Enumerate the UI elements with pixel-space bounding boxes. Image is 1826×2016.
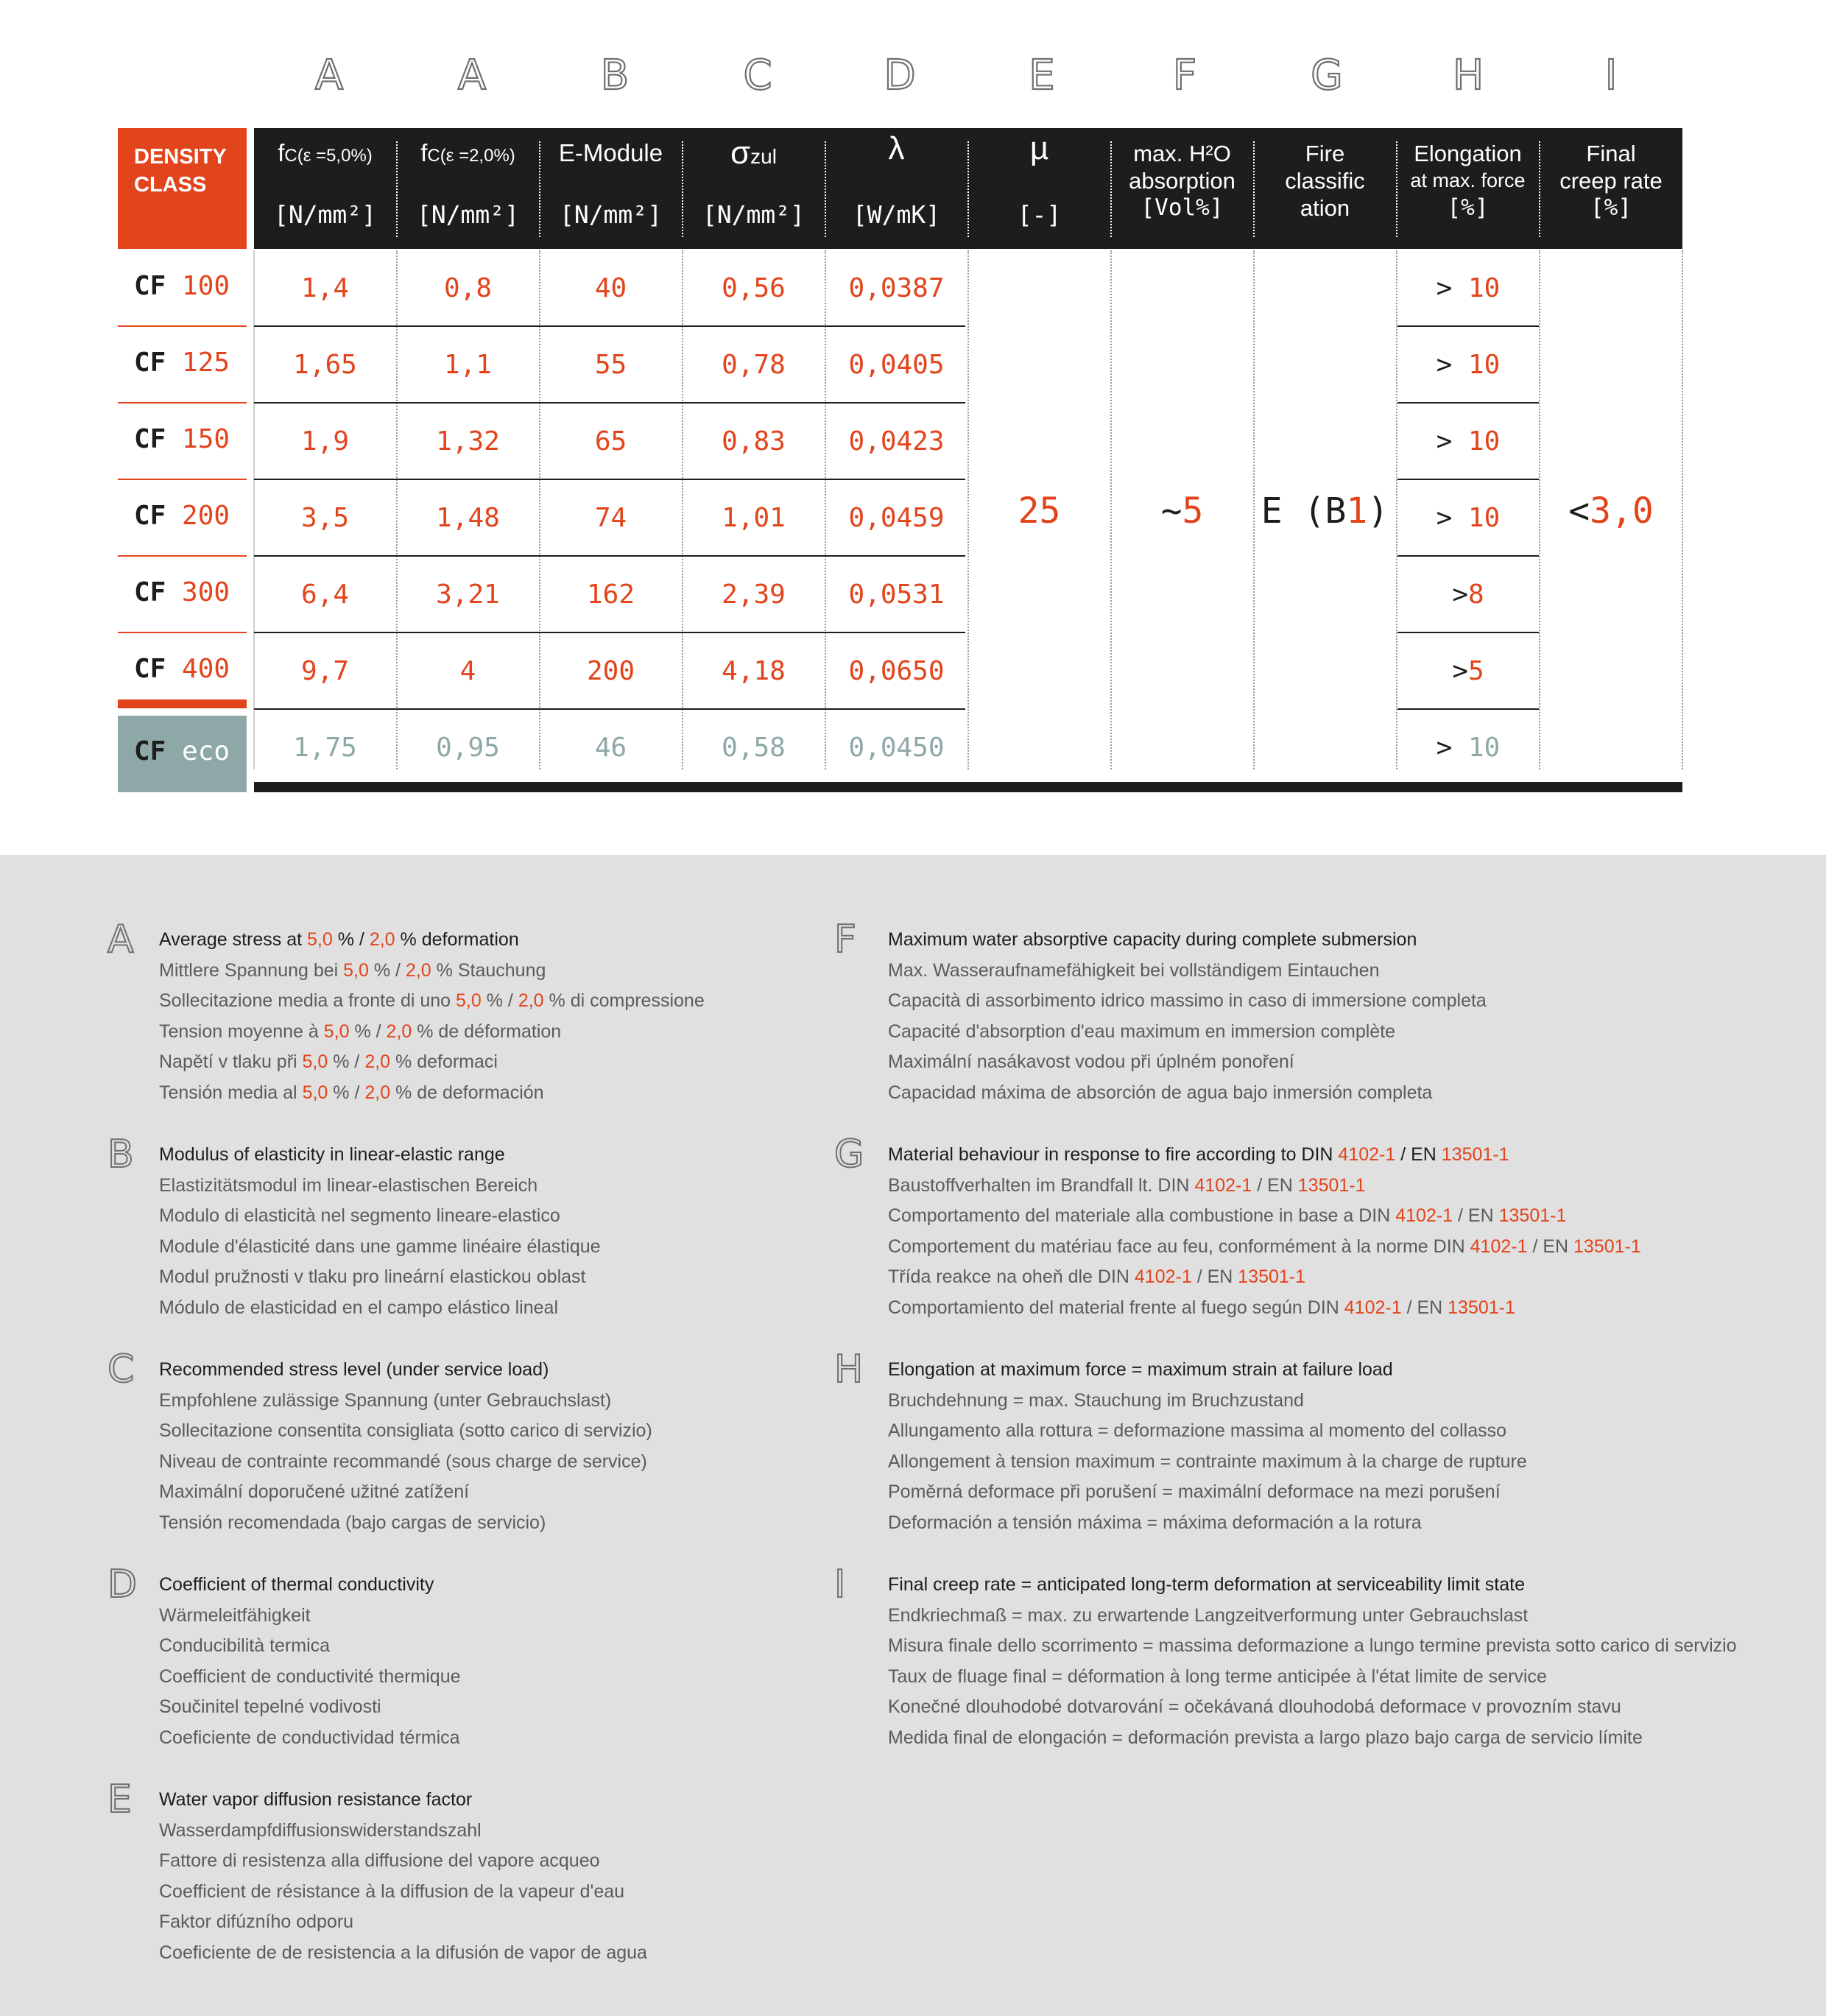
cell-fc2: 1,1: [443, 350, 493, 380]
legend-block-e: [159, 1785, 647, 1969]
legend-line: Tensión recomendada (bajo cargas de servicio): [159, 1512, 546, 1533]
legend-block-g: [888, 1140, 1641, 1324]
table-bottom-bar: [254, 782, 1682, 792]
cell-sigma-eco: 0,58: [722, 733, 786, 763]
header-fire-l1: Fire: [1305, 141, 1345, 166]
header-fc2-unit: [N/mm²]: [416, 200, 520, 229]
legend-block-h: [888, 1355, 1527, 1539]
cell-fc2: 0,8: [443, 273, 493, 303]
header-emodule: [540, 128, 682, 249]
legend-line: Sollecitazione consentita consigliata (sotto carico di servizio): [159, 1420, 652, 1442]
cell-lambda-eco: 0,0450: [848, 733, 945, 763]
cell-sigma: 1,01: [722, 503, 786, 533]
cell-elongation: >8: [1452, 579, 1484, 610]
legend-line: Coeficiente de conductividad térmica: [159, 1727, 460, 1748]
legend-line: Mittlere Spannung bei 5,0 % / 2,0 % Stauchung: [159, 959, 546, 981]
cell-creep-value: <3,0: [1568, 490, 1654, 532]
legend-line: Misura finale dello scorrimento = massima deformazione a lungo termine prevista sotto carico di servizio: [888, 1635, 1737, 1657]
legend-line: Napětí v tlaku při 5,0 % / 2,0 % deformaci: [159, 1051, 498, 1073]
legend-letter-c: C: [107, 1347, 135, 1392]
header-elong-l1: Elongation: [1414, 141, 1522, 166]
legend-line: Maximální nasákavost vodou při úplném ponoření: [888, 1051, 1294, 1073]
cell-fc5: 3,5: [300, 503, 350, 533]
legend-line: Taux de fluage final = déformation à long terme anticipée à l'état limite de service: [888, 1666, 1547, 1687]
legend-block-c: [159, 1355, 652, 1539]
header-fc2: [397, 128, 539, 249]
legend-line: Tension moyenne à 5,0 % / 2,0 % de déformation: [159, 1021, 562, 1042]
header-mu-label: µ: [1029, 130, 1049, 166]
header-lambda-label: λ: [888, 130, 905, 166]
header-elong-l2: at max. force: [1410, 169, 1526, 191]
legend-line: Poměrná deformace při porušení = maximální deformace na mezi porušení: [888, 1481, 1501, 1503]
header-sigma: [683, 128, 825, 249]
column-letter: G: [1311, 52, 1343, 99]
legend-line: Comportamiento del material frente al fuego según DIN 4102-1 / EN 13501-1: [888, 1297, 1515, 1318]
column-letter: I: [1604, 52, 1618, 99]
cell-fc2: 1,32: [436, 426, 500, 457]
legend-block-i: [888, 1570, 1737, 1754]
legend-line: Bruchdehnung = max. Stauchung im Bruchzustand: [888, 1389, 1304, 1411]
legend-line: Třída reakce na oheň dle DIN 4102-1 / EN 13501-1: [888, 1266, 1306, 1288]
cell-fc5: 1,4: [300, 273, 350, 303]
legend-line: Fattore di resistenza alla diffusione del vapore acqueo: [159, 1850, 600, 1872]
legend-line: Average stress at 5,0 % / 2,0 % deformation: [159, 929, 519, 950]
cell-elongation-eco: > 10: [1436, 733, 1501, 763]
cell-lambda: 0,0405: [848, 350, 945, 380]
header-emodule-label: E-Module: [558, 139, 663, 166]
cell-lambda: 0,0650: [848, 656, 945, 686]
cell-elongation: > 10: [1436, 426, 1501, 457]
cell-water-value: ~5: [1160, 490, 1204, 532]
header-fc5-unit: [N/mm²]: [273, 200, 377, 229]
legend-line: Conducibilità termica: [159, 1635, 331, 1657]
header-sigma-label: σ: [730, 135, 751, 171]
header-fc5-label: f: [278, 139, 285, 166]
cell-emod-eco: 46: [594, 733, 627, 763]
legend-letter-g: G: [834, 1132, 864, 1177]
legend-line: Faktor difúzního odporu: [159, 1911, 354, 1933]
legend-line: Coefficient of thermal conductivity: [159, 1574, 434, 1595]
legend-line: Elongation at maximum force = maximum strain at failure load: [888, 1359, 1393, 1380]
legend-line: Součinitel tepelné vodivosti: [159, 1696, 381, 1718]
legend-block-a: [159, 925, 705, 1109]
legend-line: Tensión media al 5,0 % / 2,0 % de deformación: [159, 1082, 544, 1103]
header-creep: [1540, 128, 1682, 249]
row-label-cf100: CF 100: [134, 271, 230, 301]
header-creep-unit: [%]: [1590, 194, 1632, 221]
cell-elongation: >5: [1452, 656, 1484, 686]
legend-letter-e: E: [107, 1777, 132, 1822]
row-label-cf125: CF 125: [134, 348, 230, 378]
cell-elongation: > 10: [1436, 273, 1501, 303]
density-class-label-1: DENSITY: [134, 145, 227, 169]
cell-lambda: 0,0387: [848, 273, 945, 303]
header-water-l2: absorption: [1129, 168, 1235, 194]
legend-line: Modul pružnosti v tlaku pro lineární elastickou oblast: [159, 1266, 586, 1288]
header-sigma-unit: [N/mm²]: [702, 200, 806, 229]
legend-line: Capacité d'absorption d'eau maximum en immersion complète: [888, 1021, 1396, 1042]
header-water: [1111, 128, 1253, 249]
legend-line: Coeficiente de de resistencia a la difusión de vapor de agua: [159, 1942, 647, 1963]
legend-letter-i: I: [834, 1562, 846, 1607]
legend-line: Max. Wasseraufnamefähigkeit bei vollständigem Eintauchen: [888, 959, 1380, 981]
legend-line: Niveau de contrainte recommandé (sous charge de service): [159, 1451, 647, 1472]
column-letter: B: [600, 52, 630, 99]
cell-sigma: 0,83: [722, 426, 786, 457]
row-label-cf200: CF 200: [134, 501, 230, 531]
legend-line: Modulo di elasticità nel segmento lineare-elastico: [159, 1205, 560, 1227]
header-fc2-label: f: [420, 139, 428, 166]
cell-fc5: 6,4: [300, 579, 350, 610]
legend-line: Module d'élasticité dans une gamme linéaire élastique: [159, 1236, 601, 1257]
cell-fc2: 3,21: [436, 579, 500, 610]
row-label-cf150: CF 150: [134, 424, 230, 454]
header-fire: [1254, 128, 1396, 249]
eco-separator: [118, 699, 247, 708]
density-class-header: [118, 128, 247, 249]
cell-elongation: > 10: [1436, 350, 1501, 380]
header-mu: [968, 128, 1110, 249]
header-lambda: [825, 128, 967, 249]
cell-lambda: 0,0423: [848, 426, 945, 457]
cell-fc2: 1,48: [436, 503, 500, 533]
legend-line: Recommended stress level (under service load): [159, 1359, 549, 1380]
legend-line: Final creep rate = anticipated long-term deformation at serviceability limit state: [888, 1574, 1525, 1595]
legend-line: Sollecitazione media a fronte di uno 5,0 % / 2,0 % di compressione: [159, 990, 705, 1012]
legend-letter-a: A: [107, 917, 134, 962]
legend-line: Material behaviour in response to fire according to DIN 4102-1 / EN 13501-1: [888, 1144, 1509, 1165]
legend-line: Allongement à tension maximum = contrainte maximum à la charge de rupture: [888, 1451, 1527, 1472]
legend-line: Comportamento del materiale alla combustione in base a DIN 4102-1 / EN 13501-1: [888, 1205, 1567, 1227]
legend-letter-b: B: [107, 1132, 134, 1177]
legend-line: Wärmeleitfähigkeit: [159, 1604, 311, 1626]
header-sigma-sub: zul: [750, 145, 777, 168]
cell-fc2-eco: 0,95: [436, 733, 500, 763]
legend-line: Coefficient de résistance à la diffusion de la vapeur d'eau: [159, 1881, 625, 1902]
legend-line: Elastizitätsmodul im linear-elastischen Bereich: [159, 1174, 538, 1196]
cell-fc5: 9,7: [300, 656, 350, 686]
cell-sigma: 0,78: [722, 350, 786, 380]
header-creep-l2: creep rate: [1559, 168, 1663, 194]
legend-line: Wasserdampfdiffusionswiderstandszahl: [159, 1819, 482, 1841]
legend-line: Módulo de elasticidad en el campo elástico lineal: [159, 1297, 558, 1318]
legend-block-b: [159, 1140, 601, 1324]
cell-emod: 40: [594, 273, 627, 303]
header-water-unit: [Vol%]: [1141, 194, 1224, 221]
cell-emod: 74: [594, 503, 627, 533]
row-label-cfeco: CF eco: [118, 716, 247, 792]
header-fc5: [254, 128, 396, 249]
header-water-l1: max. H²O: [1133, 141, 1231, 166]
cell-lambda: 0,0459: [848, 503, 945, 533]
legend-line: Capacità di assorbimento idrico massimo in caso di immersione completa: [888, 990, 1487, 1012]
legend-letter-h: H: [834, 1347, 864, 1392]
cell-emod: 65: [594, 426, 627, 457]
header-creep-l1: Final: [1586, 141, 1636, 166]
row-label-cf300: CF 300: [134, 577, 230, 607]
column-letter: C: [743, 52, 772, 99]
cell-emod: 55: [594, 350, 627, 380]
legend-line: Deformación a tensión máxima = máxima deformación a la rotura: [888, 1512, 1422, 1533]
header-fire-l2: classific: [1285, 168, 1365, 194]
cell-elongation: > 10: [1436, 503, 1501, 533]
cell-fc5-eco: 1,75: [293, 733, 357, 763]
cell-fc5: 1,65: [293, 350, 357, 380]
legend-line: Comportement du matériau face au feu, conformément à la norme DIN 4102-1 / EN 13501-1: [888, 1236, 1641, 1257]
row-label-cf400: CF 400: [134, 654, 230, 684]
legend-block-d: [159, 1570, 461, 1754]
cell-emod: 200: [586, 656, 635, 686]
legend-line: Endkriechmaß = max. zu erwartende Langzeitverformung unter Gebrauchslast: [888, 1604, 1529, 1626]
legend-line: Modulus of elasticity in linear-elastic range: [159, 1144, 505, 1165]
column-letter: A: [457, 52, 487, 99]
header-lambda-unit: [W/mK]: [852, 200, 941, 229]
cell-lambda: 0,0531: [848, 579, 945, 610]
legend-line: Empfohlene zulässige Spannung (unter Gebrauchslast): [159, 1389, 612, 1411]
legend-line: Water vapor diffusion resistance factor: [159, 1789, 473, 1810]
legend-line: Capacidad máxima de absorción de agua bajo inmersión completa: [888, 1082, 1433, 1103]
cell-sigma: 0,56: [722, 273, 786, 303]
legend-letter-f: F: [834, 917, 856, 962]
column-letters: [0, 52, 1826, 110]
legend-line: Konečné dlouhodobé dotvarování = očekávaná dlouhodobá deformace v provozním stavu: [888, 1696, 1621, 1718]
cell-fc5: 1,9: [300, 426, 350, 457]
header-fire-l3: ation: [1300, 195, 1350, 221]
legend-block-f: [888, 925, 1487, 1109]
legend-line: Baustoffverhalten im Brandfall lt. DIN 4102-1 / EN 13501-1: [888, 1174, 1366, 1196]
header-elongation: [1397, 128, 1539, 249]
header-mu-unit: [-]: [1017, 200, 1062, 229]
column-letter: F: [1172, 52, 1197, 99]
legend-line: Medida final de elongación = deformación prevista a largo plazo bajo carga de servicio límite: [888, 1727, 1643, 1748]
legend-line: Maximální doporučené užitné zatížení: [159, 1481, 470, 1503]
column-letter: D: [884, 52, 916, 99]
density-class-label-2: CLASS: [134, 173, 207, 197]
legend-line: Coefficient de conductivité thermique: [159, 1666, 461, 1687]
header-fc5-sub: C(ε =5,0%): [284, 146, 373, 166]
legend-line: Maximum water absorptive capacity during complete submersion: [888, 929, 1417, 950]
cell-mu-value: 25: [1018, 490, 1061, 532]
header-elong-unit: [%]: [1447, 194, 1489, 221]
header-fc2-sub: C(ε =2,0%): [427, 146, 515, 166]
column-letter: H: [1452, 52, 1484, 99]
cell-sigma: 4,18: [722, 656, 786, 686]
column-letter: A: [314, 52, 344, 99]
cell-sigma: 2,39: [722, 579, 786, 610]
header-emodule-unit: [N/mm²]: [559, 200, 663, 229]
legend-line: Allungamento alla rottura = deformazione massima al momento del collasso: [888, 1420, 1507, 1442]
cell-fc2: 4: [459, 656, 476, 686]
legend-letter-d: D: [107, 1562, 138, 1607]
column-letter: E: [1029, 52, 1055, 99]
cell-fire-value: E (B1): [1261, 490, 1389, 532]
cell-emod: 162: [586, 579, 635, 610]
